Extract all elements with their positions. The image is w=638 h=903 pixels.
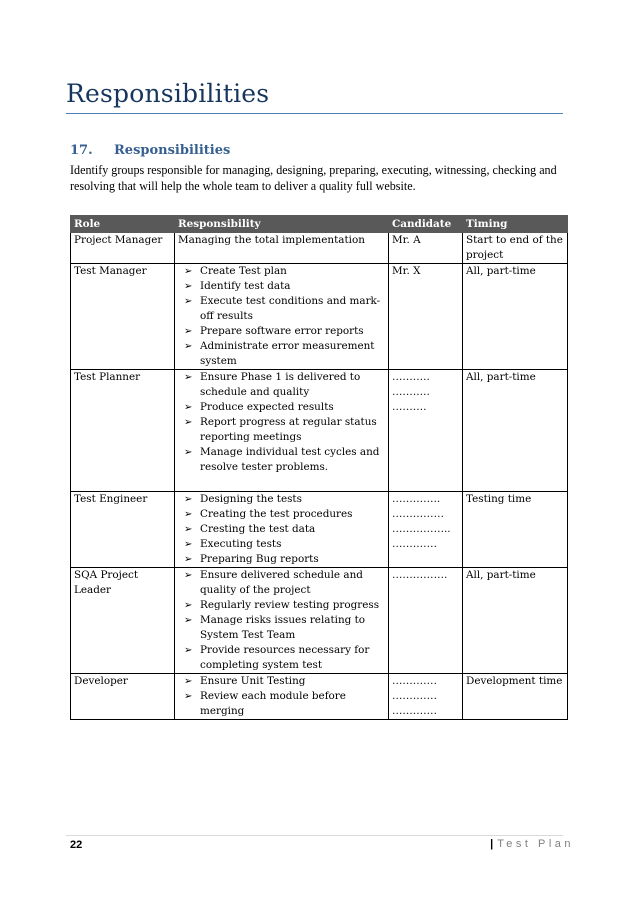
list-item: ➢ Ensure Unit Testing [200,674,385,689]
role-cell: Developer [71,674,175,720]
responsibility-list [178,492,385,567]
page-number: 22 [70,839,83,851]
responsibility-list [178,264,385,369]
candidate-value: …………. [392,705,437,717]
candidate-value: ……….. [392,386,430,398]
page-heading: Responsibilities [66,79,270,108]
intro-paragraph: Identify groups responsible for managing, designing, preparing, executing, witnessing, checking and resolving that will help the whole team to deliver a quality full website. [70,163,557,193]
candidate-value: …………. [392,675,437,687]
table-row [71,233,568,264]
role-cell: Test Manager [71,264,175,370]
responsibility-cell [175,492,389,568]
table-row [71,568,568,674]
heading-divider [66,113,563,114]
role-cell: Project Manager [71,233,175,264]
list-item: ➢ Report progress at regular status reporting meetings [200,415,385,445]
table-row [71,492,568,568]
footer-doc-title [490,838,574,850]
list-item: ➢ Provide resources necessary for completing system test [200,643,385,673]
list-item: ➢ Prepare software error reports [200,324,385,339]
role-cell: Test Engineer [71,492,175,568]
footer-separator: | [490,838,494,850]
list-item: ➢ Cresting the test data [200,522,385,537]
section-number: 17. [70,143,93,158]
responsibility-list [178,568,385,673]
list-item: ➢ Designing the tests [200,492,385,507]
timing-cell: Start to end of the project [463,233,568,264]
responsibility-cell [175,674,389,720]
candidate-value: ……………. [392,569,448,581]
timing-cell: Testing time [463,492,568,568]
table-row [71,370,568,492]
responsibility-cell: Managing the total implementation [175,233,389,264]
candidate-cell [389,568,463,674]
candidate-cell [389,674,463,720]
list-item: ➢ Manage individual test cycles and resolve tester problems. [200,445,385,475]
footer-doc-title-text: Test Plan [497,838,574,850]
list-item: ➢ Execute test conditions and mark-off results [200,294,385,324]
list-item: ➢ Ensure delivered schedule and quality of the project [200,568,385,598]
header-timing: Timing [463,216,568,233]
responsibility-cell [175,264,389,370]
table-row [71,264,568,370]
table-header-row [71,216,568,233]
candidate-value: Mr. A [392,234,421,246]
list-item: ➢ Ensure Phase 1 is delivered to schedule and quality [200,370,385,400]
list-item: ➢ Produce expected results [200,400,385,415]
list-item: ➢ Create Test plan [200,264,385,279]
list-item: ➢ Manage risks issues relating to System Test Team [200,613,385,643]
timing-cell: All, part-time [463,370,568,492]
timing-cell: Development time [463,674,568,720]
footer-divider [66,835,563,836]
timing-cell: All, part-time [463,264,568,370]
candidate-value: …………….. [392,523,451,535]
responsibility-cell [175,568,389,674]
responsibility-cell [175,370,389,492]
section-title-text: Responsibilities [114,143,231,158]
candidate-value: ……….. [392,371,430,383]
candidate-value: ………. [392,401,427,413]
list-item: ➢ Identify test data [200,279,385,294]
header-responsibility: Responsibility [175,216,389,233]
responsibilities-table [70,215,568,720]
header-role: Role [71,216,175,233]
responsibility-list [178,370,385,475]
section-title [70,143,230,158]
list-item: ➢ Administrate error measurement system [200,339,385,369]
role-cell: Test Planner [71,370,175,492]
table-row [71,674,568,720]
timing-cell: All, part-time [463,568,568,674]
candidate-cell [389,492,463,568]
role-cell: SQA Project Leader [71,568,175,674]
candidate-value: …………… [392,508,444,520]
candidate-value: ………….. [392,493,441,505]
candidate-value: Mr. X [392,265,421,277]
list-item: ➢ Creating the test procedures [200,507,385,522]
candidate-value: …………. [392,538,437,550]
list-item: ➢ Regularly review testing progress [200,598,385,613]
list-item: ➢ Review each module before merging [200,689,385,719]
responsibility-list [178,674,385,719]
list-item: ➢ Preparing Bug reports [200,552,385,567]
candidate-cell [389,264,463,370]
list-item: ➢ Executing tests [200,537,385,552]
candidate-cell [389,233,463,264]
candidate-value: …………. [392,690,437,702]
candidate-cell [389,370,463,492]
header-candidate: Candidate [389,216,463,233]
